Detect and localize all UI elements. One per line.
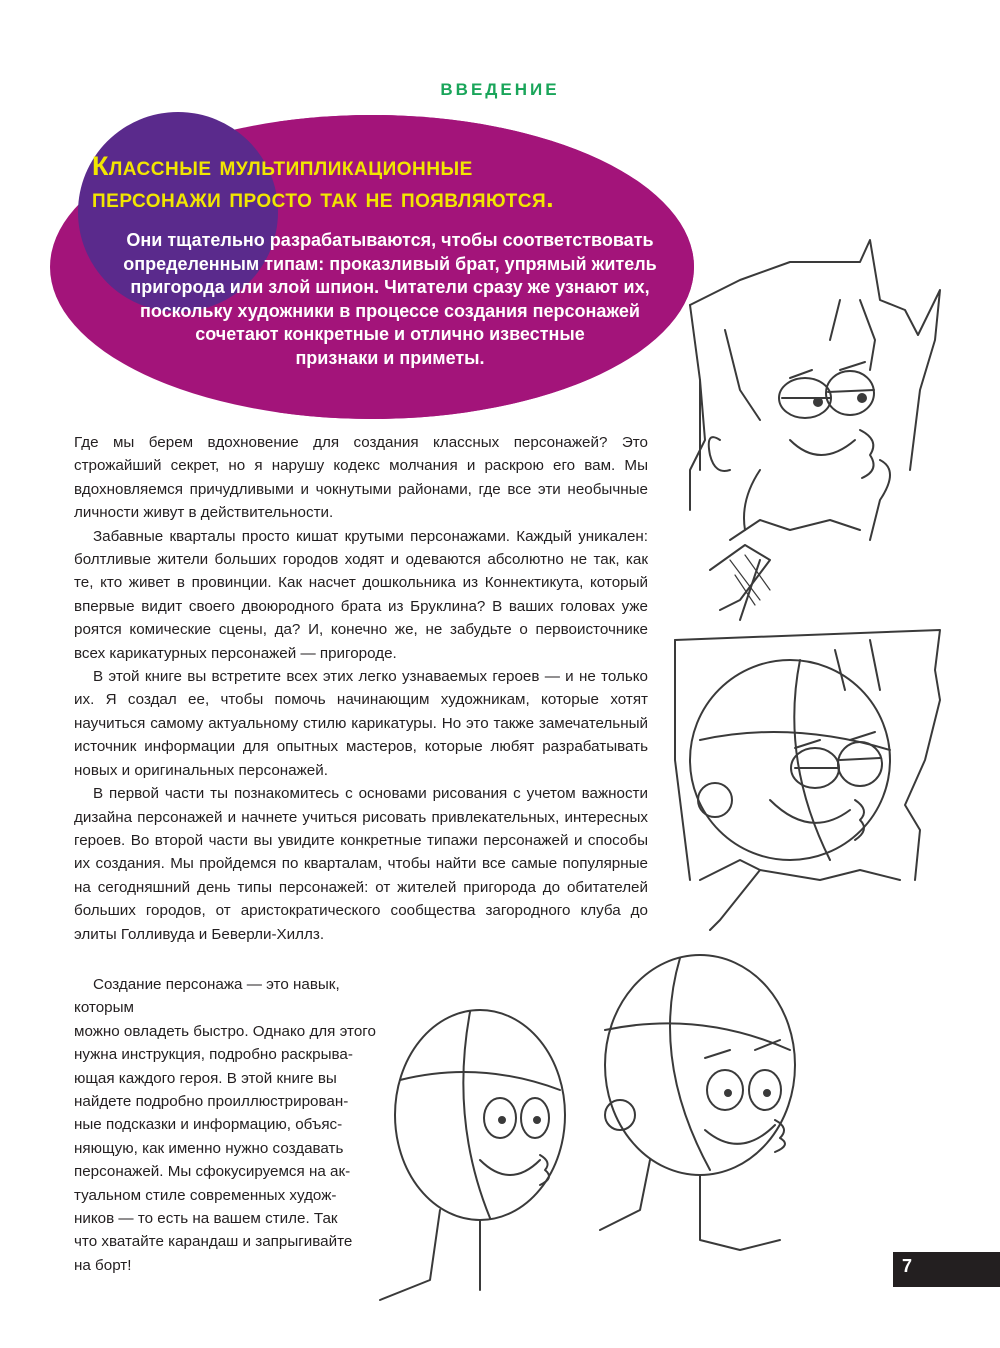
cartoon-boy-construction-sketch — [675, 630, 940, 930]
headline-line-1: Классные мультипликационные — [92, 151, 473, 181]
headline-line-2: персонажи просто так не появляются. — [92, 183, 555, 213]
page-number: 7 — [902, 1256, 913, 1276]
closing-line: Создание персонажа — это навык, которым — [74, 976, 340, 1017]
intro-line: пригорода или злой шпион. Читатели сразу же узнают их, — [130, 277, 650, 297]
closing-line: найдете подробно проиллюстрирован- — [74, 1093, 349, 1111]
body-paragraph: В первой части ты познакомитесь с основами рисования с учетом важности дизайна персонажей и начнете учиться рисовать привлекательных, интересных героев. Во второй части вы увидите конкретные типажи персонажей и способы их создания. Мы пройдемся по кварталам, чтобы найти все самые популярные на сегодняшний день типы персонажей: от жителей пригорода до обитателей больших городов, от аристократического сообщества загородного клуба до элиты Голливуда и Беверли-Хиллз. — [74, 785, 648, 943]
body-paragraph: Забавные кварталы просто кишат крутыми персонажами. Каждый уникален: болтливые жители больших городов ходят и одеваются абсолютно не так, как те, кто живет в провинции. Как насчет дошкольника из Коннектикута, который впервые видит своего двоюродного брата из Бруклина? В ваших головах уже роятся комические сцены, да? И, конечно же, не забудьте о первоисточнике всех карикатурных персонажей — пригороде. — [74, 527, 648, 662]
closing-line: можно овладеть быстро. Однако для этого — [74, 1022, 376, 1040]
section-label: ВВЕДЕНИЕ — [440, 80, 560, 99]
intro-line: Они тщательно разрабатываются, чтобы соответствовать — [126, 230, 654, 250]
intro-text — [70, 229, 710, 370]
intro-line: поскольку художники в процессе создания персонажей — [140, 300, 640, 321]
headline — [92, 150, 692, 214]
closing-paragraph — [74, 973, 392, 1277]
body-paragraph: В этой книге вы встретите всех этих легко узнаваемых героев — и не только их. Я создал ее, чтобы помочь начинающим художникам, которые хотят научиться самому актуальному стилю карикатуры. Но это также замечательный источник информации для опытных мастеров, которые любят разрабатывать новых и оригинальных персонажей. — [74, 668, 648, 779]
closing-line: ющая каждого героя. В этой книге вы — [74, 1069, 337, 1087]
intro-line: признаки и приметы. — [295, 347, 485, 368]
body-paragraph: Где мы берем вдохновение для создания классных персонажей? Это строжайший секрет, но я нарушу кодекс молчания и раскрою его вам. Мы вдохновляемся причудливыми и чокнутыми районами, где все эти необычные личности живут в действительности. — [74, 434, 648, 522]
closing-line: ников — то есть на вашем стиле. Так — [74, 1210, 338, 1228]
closing-line: на борт! — [74, 1256, 132, 1274]
closing-line: ные подсказки и информацию, объяс- — [74, 1116, 343, 1134]
head-construction-sketch-right — [600, 955, 795, 1250]
intro-line: определенным типам: проказливый брат, упрямый житель — [123, 253, 657, 274]
closing-line: персонажей. Мы сфокусируемся на ак- — [74, 1163, 351, 1181]
body-text — [74, 431, 648, 946]
head-construction-sketch-left — [380, 1010, 565, 1300]
closing-line: нужна инструкция, подробно раскрыва- — [74, 1046, 353, 1064]
closing-line: няющую, как именно нужно создавать — [74, 1139, 344, 1157]
closing-line: что хватайте карандаш и запрыгивайте — [74, 1233, 353, 1251]
closing-line: туальном стиле современных худож- — [74, 1186, 337, 1204]
intro-line: сочетают конкретные и отлично известные — [195, 324, 585, 344]
